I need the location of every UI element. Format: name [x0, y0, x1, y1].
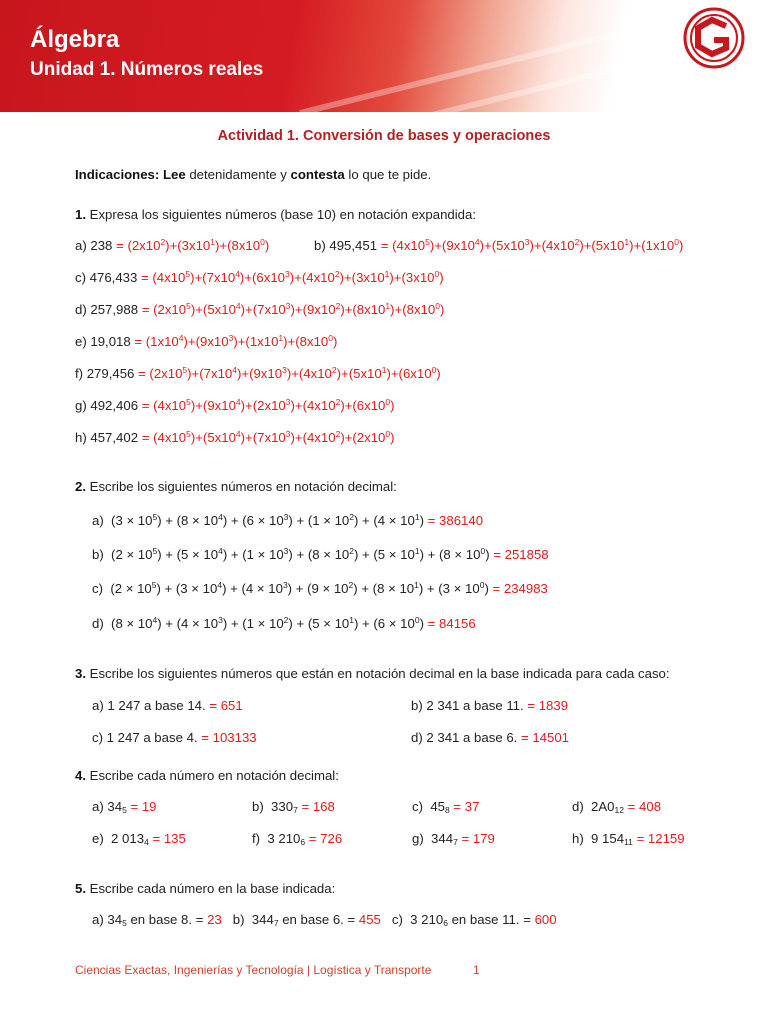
q2-item-c: c) $(2 \times 10^5) + (3 \times 10^4) + (4 \times 10^3) + (9 \times 10^2) + (8 \times 10^1) + (3 \times 10^0) = 234983$ [92, 580, 548, 596]
q4-item-e: e) 2 $013_4 = 135$ [92, 831, 186, 847]
q2-item-b: b) $(2 \times 10^5) + (5 \times 10^4) + (1 \times 10^3) + (8 \times 10^2) + (5 \times 10^1) + (8 \times 10^0) = 251858$ [92, 546, 549, 562]
q4-item-c: c) $45_8 = 37$ [412, 799, 480, 815]
footer-text: Ciencias Exactas, Ingenierías y Tecnología | Logística y Transporte [75, 963, 432, 977]
q1-item-e: e) $19,018 = (1x10^4)+(9x10^3)+(1x10^1)+(8x10^0)$ [75, 333, 338, 349]
q4-item-g: g) $344_7 = 179$ [412, 831, 495, 847]
q4-item-a: a) $34_5 = 19$ [92, 799, 157, 815]
question-4-prompt: 4. Escribe cada número en notación decimal: [75, 768, 339, 783]
q2-item-d: d) $(8 \times 10^4) + (4 \times 10^3) + (1 \times 10^2) + (5 \times 10^1) + (6 \times 10^0) = 84156$ [92, 615, 476, 631]
question-5-prompt: 5. Escribe cada número en la base indicada: [75, 881, 336, 896]
page-number: 1 [473, 963, 480, 977]
question-2-prompt: 2. Escribe los siguientes números en notación decimal: [75, 479, 397, 494]
q1-item-g: g) $492,406 = (4x10^5)+(9x10^4)+(2x10^3)+(4x10^2)+(6x10^0)$ [75, 397, 395, 413]
q1-item-h: h) $457,402 = (4x10^5)+(5x10^4)+(7x10^3)+(4x10^2)+(2x10^0)$ [75, 429, 395, 445]
header-banner [0, 0, 768, 112]
indications: Indicaciones: Lee detenidamente y contesta lo que te pide. [75, 167, 432, 182]
question-3-prompt: 3. Escribe los siguientes números que están en notación decimal en la base indicada para cada caso: [75, 666, 670, 681]
document-subtitle: Unidad 1. Números reales [30, 59, 264, 80]
q3-item-c: c) 1 247 a base 4. = 103133 [92, 730, 257, 745]
q3-item-d: d) 2 341 a base 6. = 14501 [411, 730, 570, 745]
q4-item-h: h) 9 $154_{11} = 12159$ [572, 831, 685, 847]
q4-item-f: f) 3 $210_6 = 726$ [252, 831, 343, 847]
activity-title: Actividad 1. Conversión de bases y operaciones [217, 128, 551, 144]
page-footer [75, 963, 480, 977]
q3-item-b: b) 2 341 a base 11. = 1839 [411, 698, 569, 713]
q3-item-a: a) 1 247 a base 14. = 651 [92, 698, 243, 713]
q4-item-b: b) $330_7 = 168$ [252, 799, 335, 815]
q1-item-a: a) $238 = (2x10^2)+(3x10^1)+(8x10^0)$ [75, 237, 270, 253]
q2-item-a: a) $(3 \times 10^5) + (8 \times 10^4) + (6 \times 10^3) + (1 \times 10^2) + (4 \times 10^1) = 386140$ [92, 512, 484, 528]
q1-item-b: b) $495,451 = (4x10^5)+(9x10^4)+(5x10^3)+(4x10^2)+(5x10^1)+(1x10^0)$ [314, 237, 684, 253]
q1-item-f: f) $279,456 = (2x10^5)+(7x10^4)+(9x10^3)+(4x10^2)+(5x10^1)+(6x10^0)$ [75, 365, 441, 381]
university-logo-icon [682, 6, 746, 70]
q4-item-d: d) $2A0_{12} = 408$ [572, 799, 662, 815]
q5-items: a) $34_5$ en base 8. = 23 b) $344_7$ en base 6. = 455 c) 3 $210_6$ en base 11. = 600 [92, 912, 557, 928]
q1-item-c: c) $476,433 = (4x10^5)+(7x10^4)+(6x10^3)+(4x10^2)+(3x10^1)+(3x10^0)$ [75, 269, 444, 285]
question-1-prompt: 1. Expresa los siguientes números (base 10) en notación expandida: [75, 207, 477, 222]
q1-item-d: d) $257,988 = (2x10^5)+(5x10^4)+(7x10^3)+(9x10^2)+(8x10^1)+(8x10^0)$ [75, 301, 445, 317]
document-title: Álgebra [30, 26, 120, 53]
